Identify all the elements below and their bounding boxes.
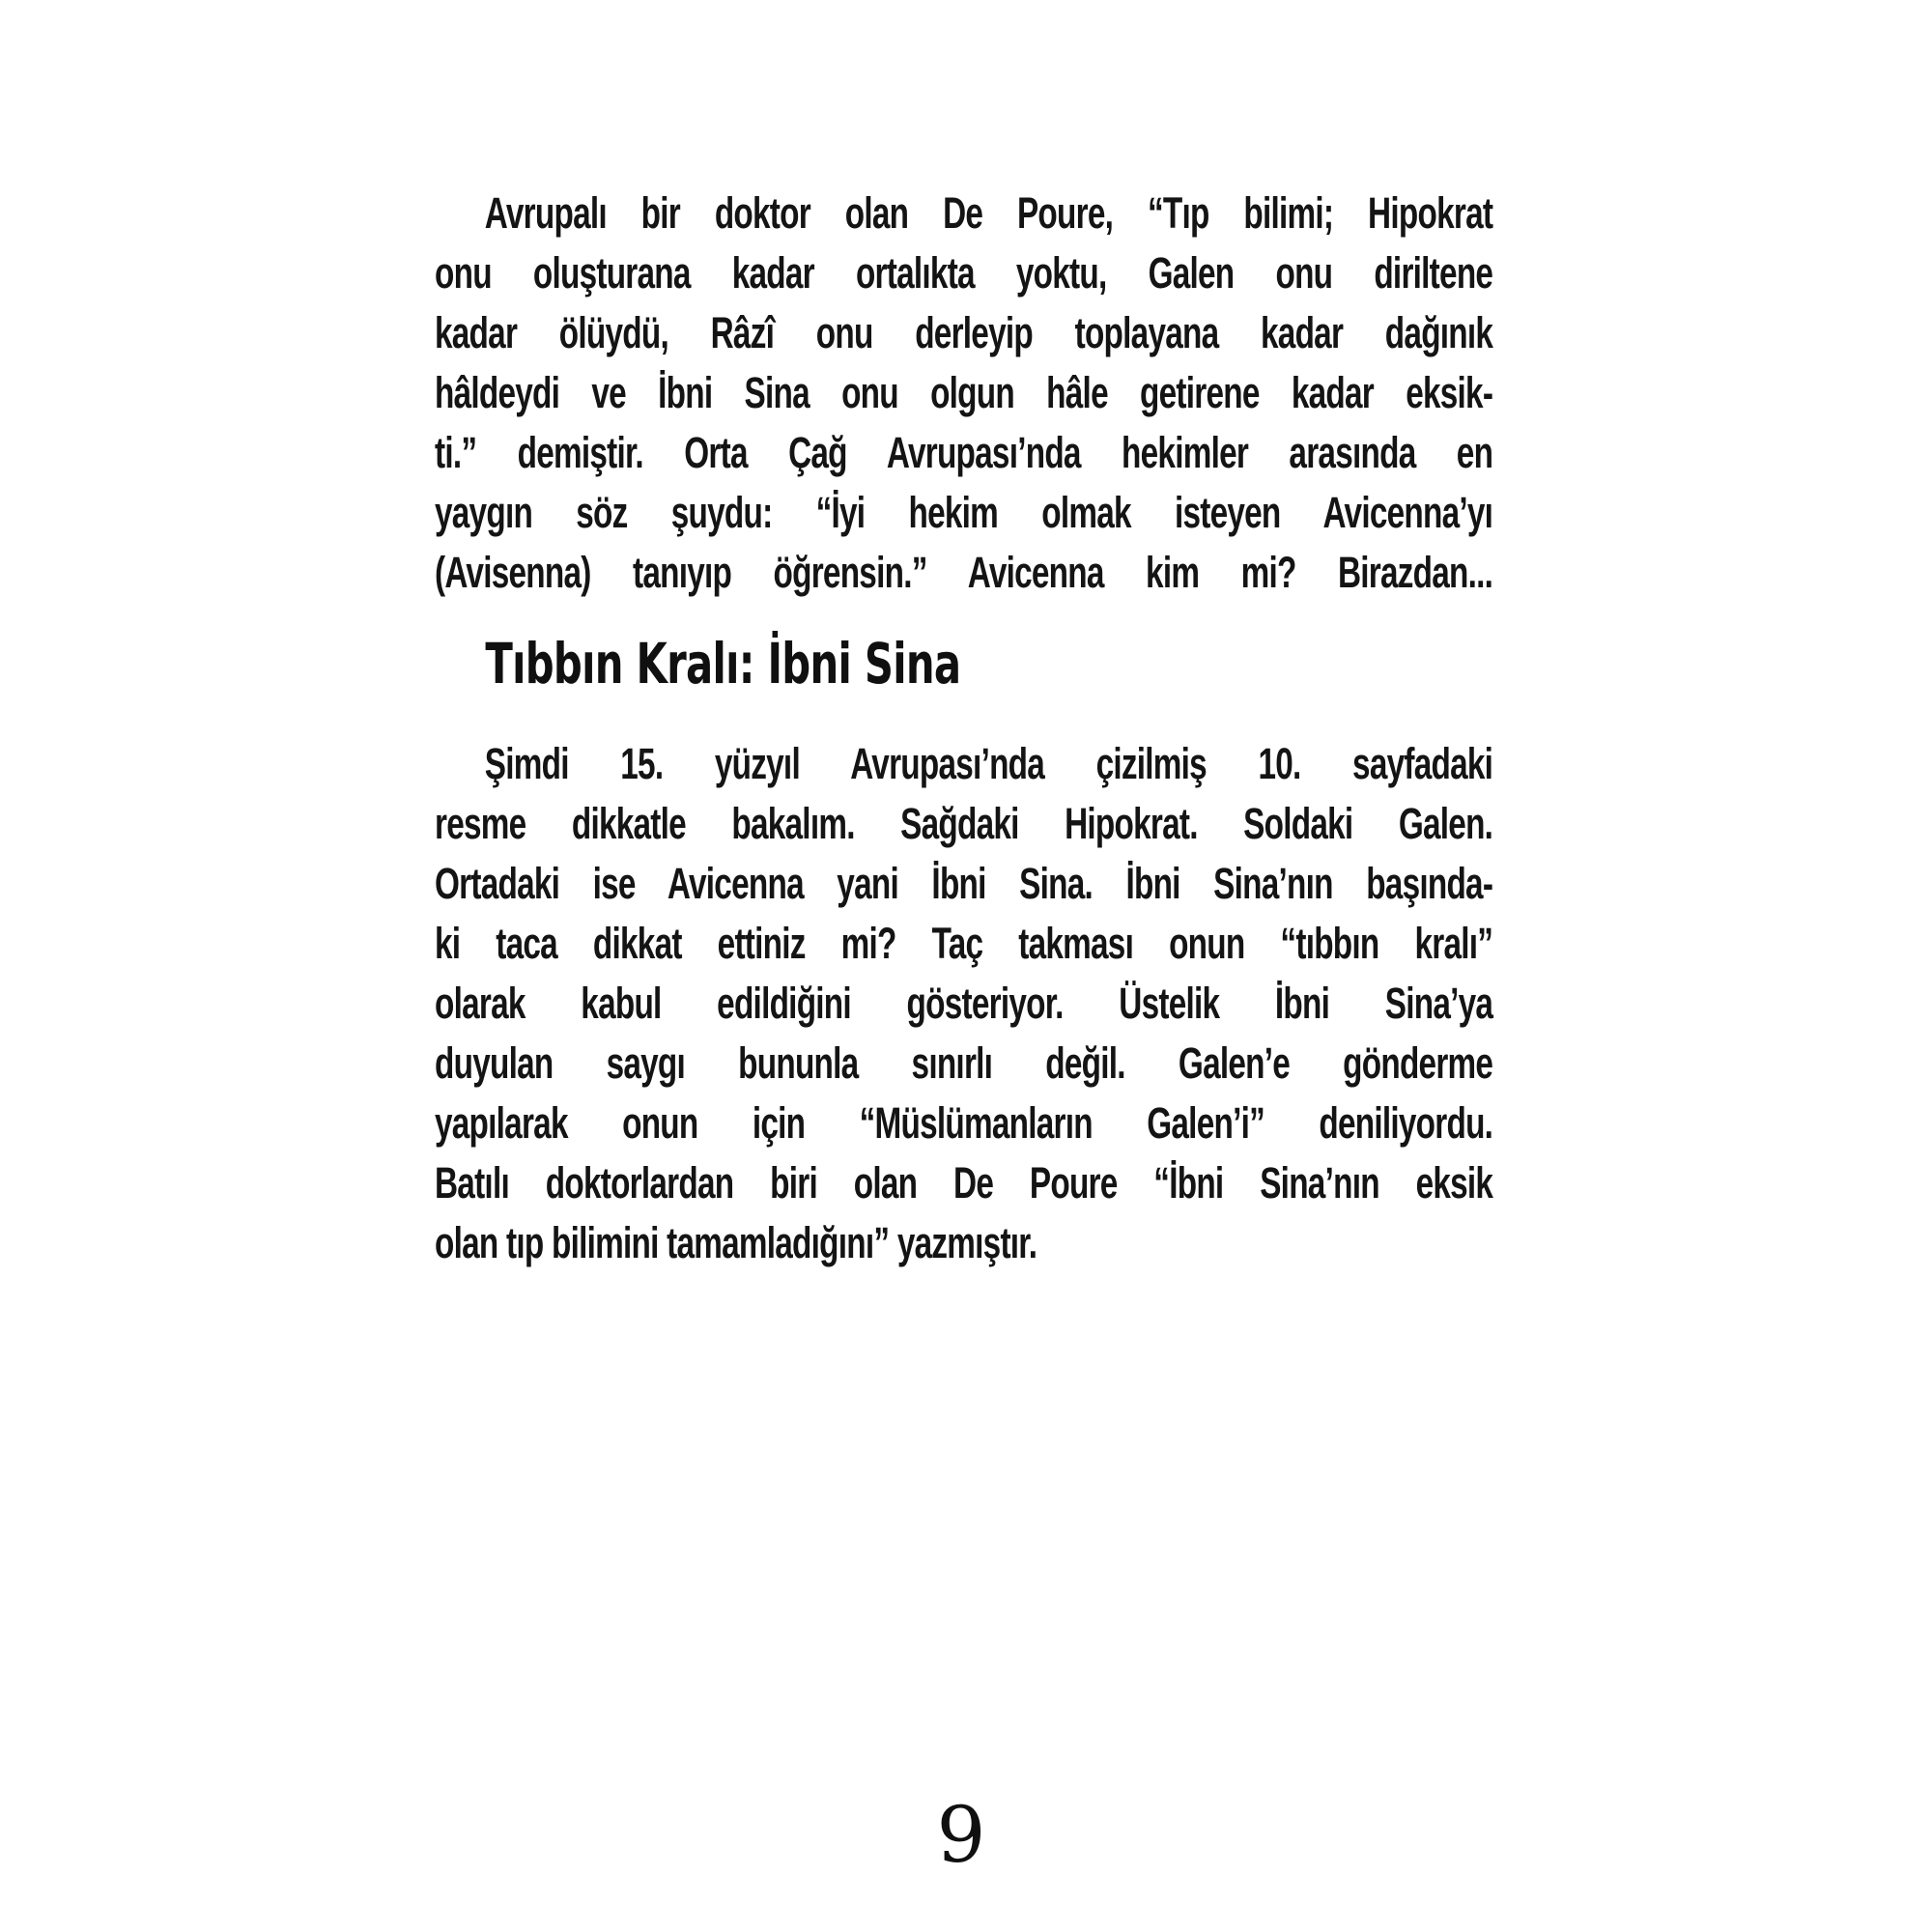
text-line: (Avisenna) tanıyıp öğrensin.” Avicenna kim mi? Birazdan...: [435, 548, 1493, 597]
text-line: olan tıp bilimini tamamladığını” yazmıştır.: [435, 1218, 1037, 1267]
text-line: Şimdi 15. yüzyıl Avrupası’nda çizilmiş 10. sayfadaki: [484, 739, 1493, 788]
section-heading: Tıbbın Kralı: İbni Sina: [485, 631, 961, 696]
text-line: olarak kabul edildiğini gösteriyor. Üstelik İbni Sina’ya: [435, 979, 1493, 1028]
text-line: onu oluşturana kadar ortalıkta yoktu, Galen onu diriltene: [435, 248, 1493, 298]
text-line: kadar ölüydü, Râzî onu derleyip toplayana kadar dağınık: [435, 308, 1493, 357]
text-line: yapılarak onun için “Müslümanların Galen’i” deniliyordu.: [435, 1098, 1493, 1148]
page-number: 9: [936, 1790, 986, 1880]
text-line: ki taca dikkat ettiniz mi? Taç takması onun “tıbbın kralı”: [435, 919, 1493, 968]
text-line: duyulan saygı bununla sınırlı değil. Galen’e gönderme: [435, 1038, 1493, 1088]
paragraph-2: [435, 734, 1492, 1273]
text-line: Batılı doktorlardan biri olan De Poure “İbni Sina’nın eksik: [435, 1158, 1493, 1208]
text-line: hâldeydi ve İbni Sina onu olgun hâle getirene kadar eksik-: [435, 368, 1493, 417]
text-line: Avrupalı bir doktor olan De Poure, “Tıp bilimi; Hipokrat: [484, 188, 1493, 238]
text-line: yaygın söz şuydu: “İyi hekim olmak isteyen Avicenna’yı: [435, 488, 1493, 537]
text-line: resme dikkatle bakalım. Sağdaki Hipokrat. Soldaki Galen.: [435, 799, 1493, 848]
paragraph-1: [435, 184, 1492, 603]
text-line: ti.” demiştir. Orta Çağ Avrupası’nda hekimler arasında en: [435, 428, 1493, 477]
text-line: Ortadaki ise Avicenna yani İbni Sina. İbni Sina’nın başında-: [435, 859, 1493, 908]
